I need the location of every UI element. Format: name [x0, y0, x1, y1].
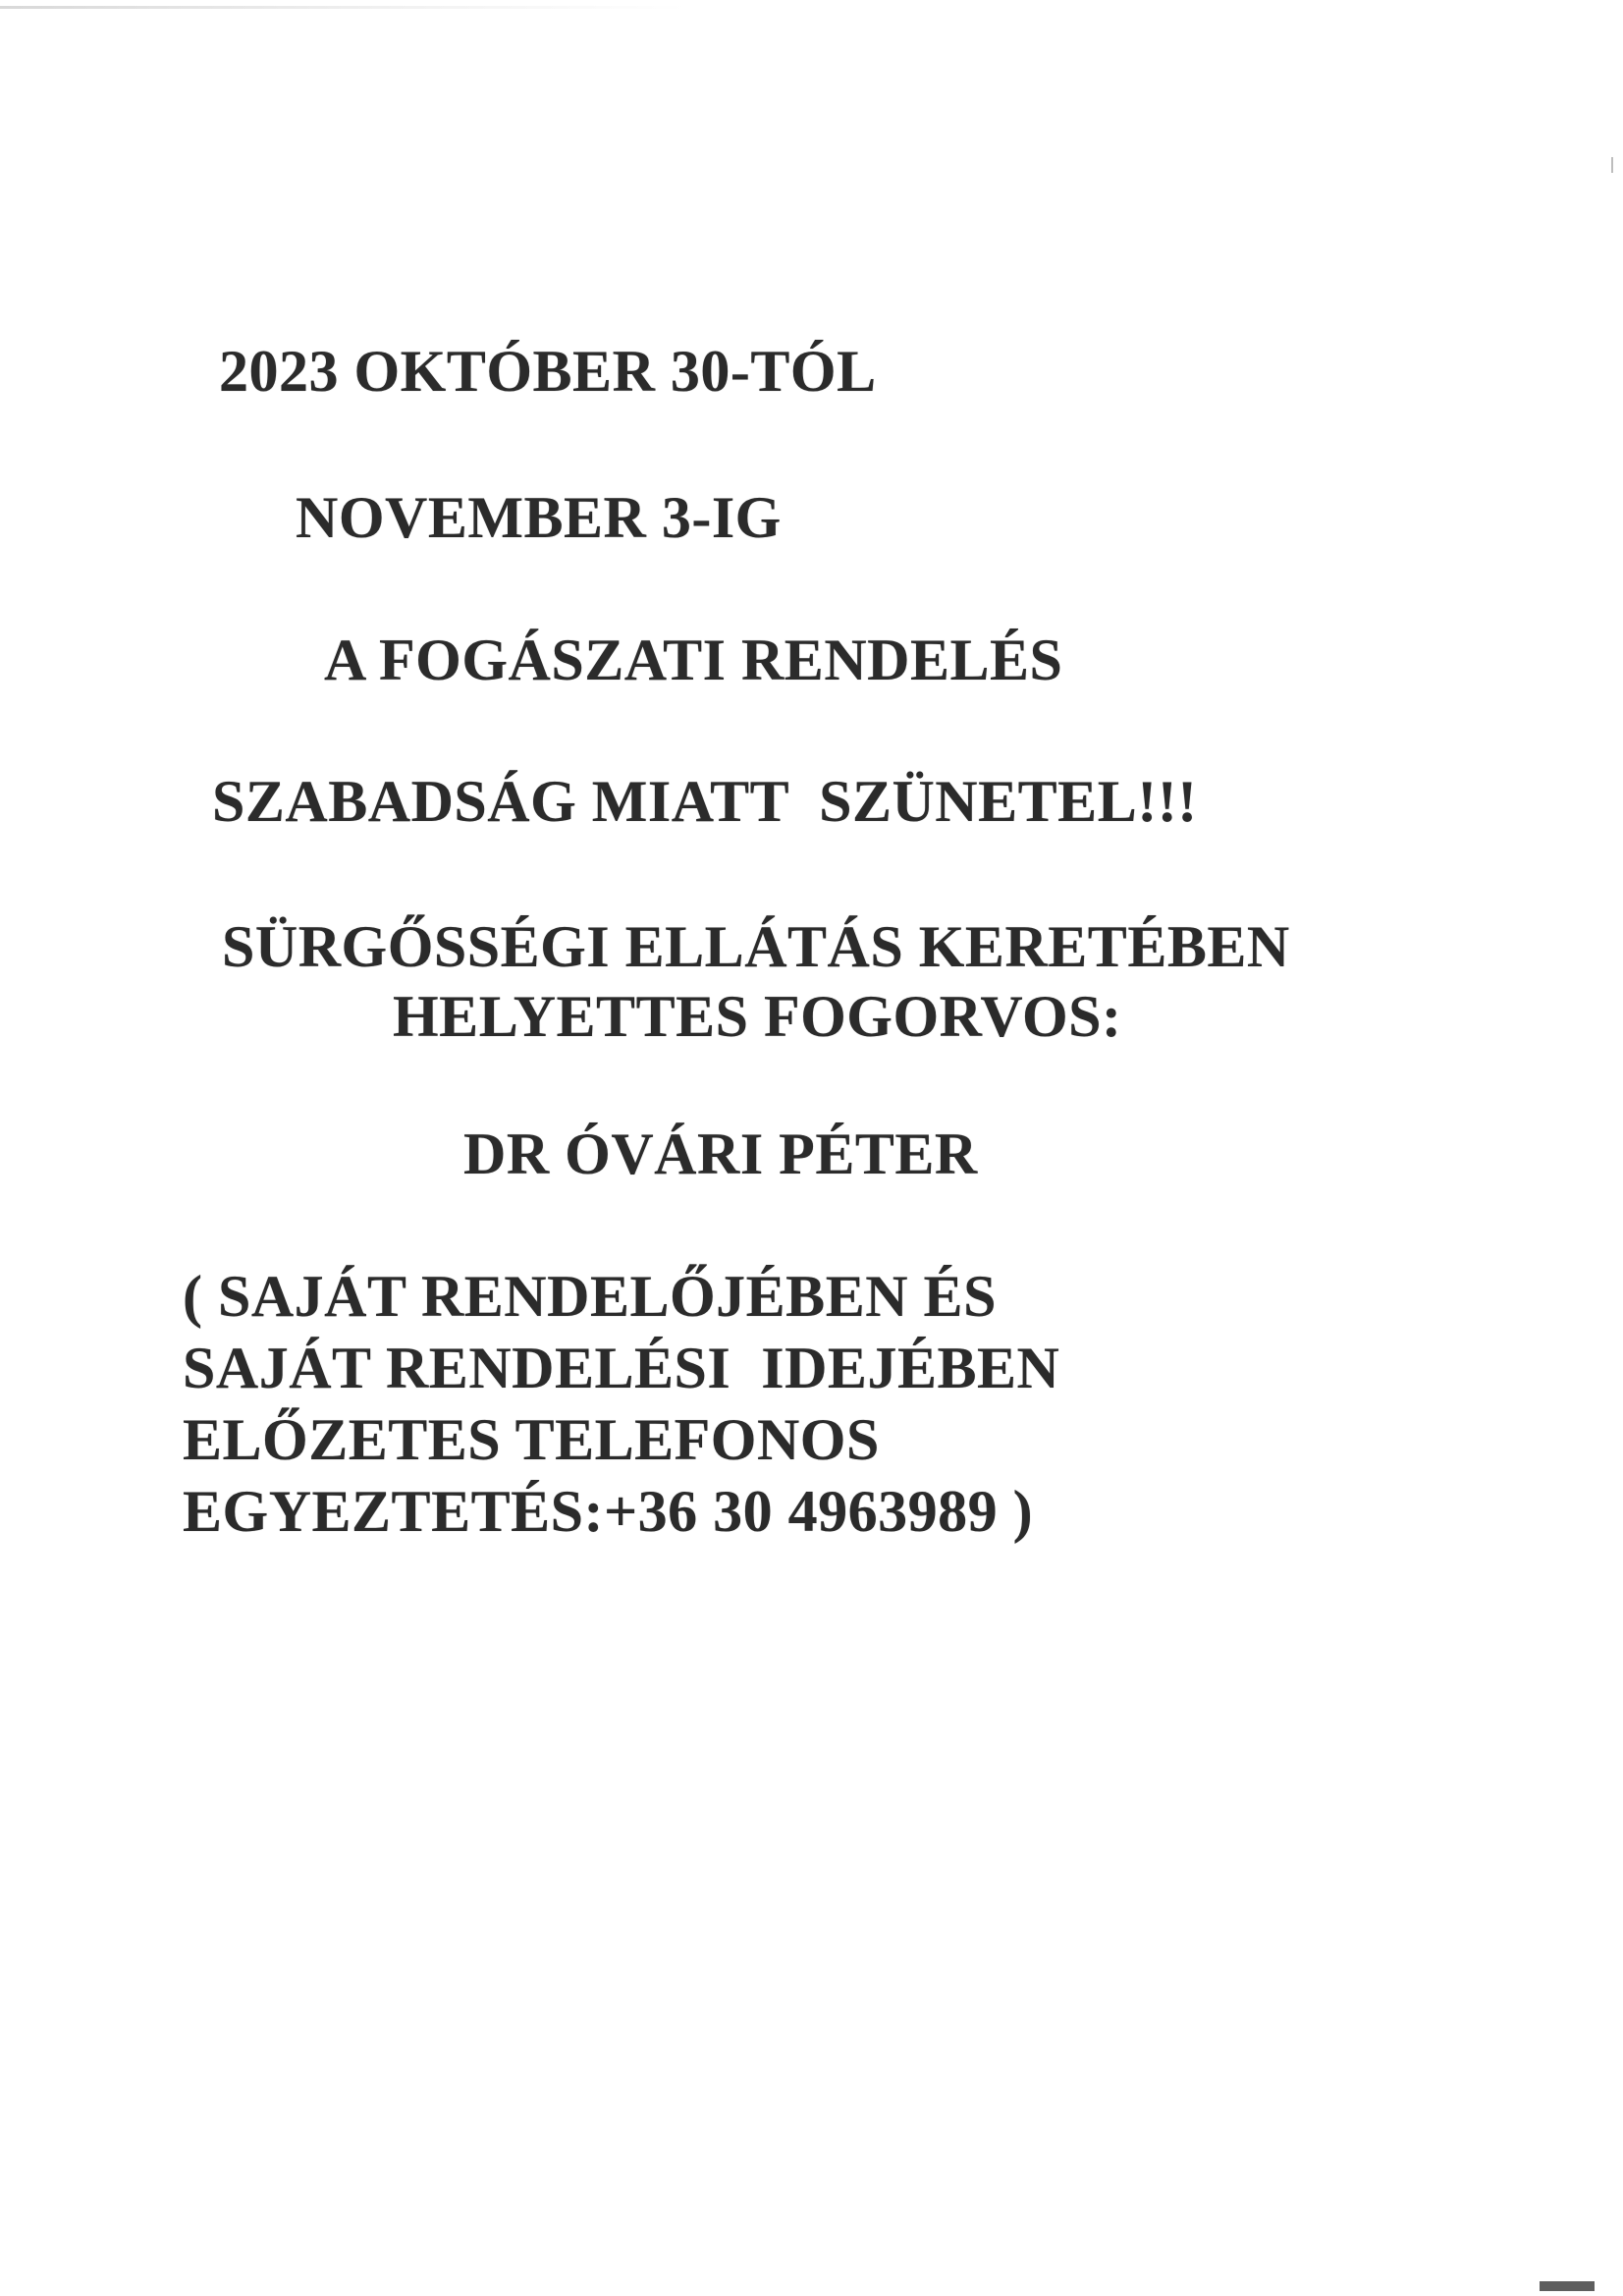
scan-tick-mark	[1611, 157, 1613, 173]
notice-substitute-label: HELYETTES FOGORVOS:	[393, 984, 1122, 1049]
notice-date-from: 2023 OKTÓBER 30-TÓL	[219, 339, 877, 404]
notice-date-to: NOVEMBER 3-IG	[296, 485, 782, 550]
notice-closure: SZABADSÁG MIATT SZÜNETEL!!!	[212, 769, 1198, 834]
notice-phone: EGYEZTETÉS:+36 30 4963989 )	[183, 1479, 1034, 1544]
scan-corner-mark	[1540, 2281, 1595, 2291]
notice-doctor-name: DR ÓVÁRI PÉTER	[463, 1121, 978, 1186]
scan-edge-mark	[0, 6, 687, 9]
notice-detail-1: ( SAJÁT RENDELŐJÉBEN ÉS	[183, 1264, 997, 1329]
notice-emergency: SÜRGŐSSÉGI ELLÁTÁS KERETÉBEN	[222, 914, 1290, 979]
notice-detail-2: SAJÁT RENDELÉSI IDEJÉBEN	[183, 1336, 1060, 1400]
notice-detail-3: ELŐZETES TELEFONOS	[183, 1407, 880, 1472]
notice-service: A FOGÁSZATI RENDELÉS	[324, 628, 1063, 692]
